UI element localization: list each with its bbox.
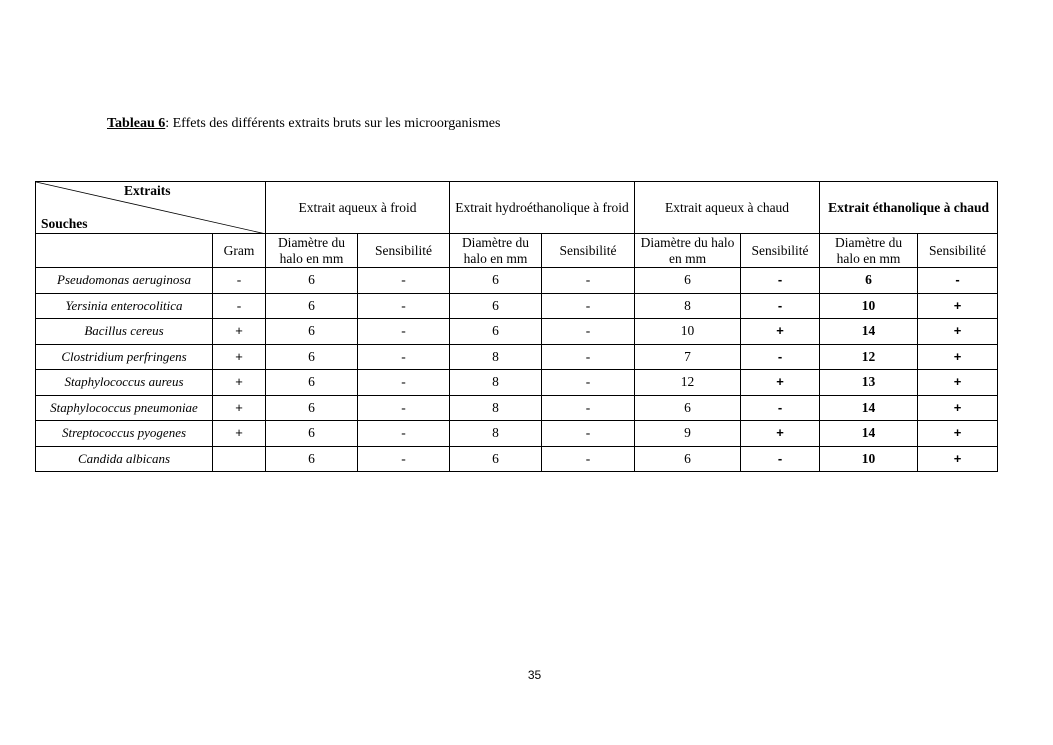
strain-name: Clostridium perfringens — [36, 344, 213, 370]
aq-froid-diameter: 6 — [266, 421, 358, 447]
diameter-header: Diamètre du halo en mm — [635, 234, 741, 268]
diameter-header: Diamètre du halo en mm — [450, 234, 542, 268]
corner-souches-label: Souches — [41, 216, 88, 231]
aq-froid-sensitivity: - — [358, 421, 450, 447]
sensitivity-header: Sensibilité — [918, 234, 998, 268]
aq-chaud-sensitivity: - — [741, 344, 820, 370]
eth-chaud-sensitivity: + — [918, 319, 998, 345]
strain-name: Candida albicans — [36, 446, 213, 472]
hydro-diameter: 8 — [450, 344, 542, 370]
strain-name: Pseudomonas aeruginosa — [36, 268, 213, 294]
aq-chaud-diameter: 10 — [635, 319, 741, 345]
hydro-diameter: 8 — [450, 370, 542, 396]
aq-froid-diameter: 6 — [266, 293, 358, 319]
hydro-sensitivity: - — [542, 421, 635, 447]
eth-chaud-diameter: 14 — [820, 421, 918, 447]
hydro-sensitivity: - — [542, 370, 635, 396]
aq-froid-sensitivity: - — [358, 446, 450, 472]
table-row — [36, 370, 998, 396]
hydro-diameter: 6 — [450, 268, 542, 294]
hydro-sensitivity: - — [542, 446, 635, 472]
aq-froid-sensitivity: - — [358, 344, 450, 370]
strain-name: Staphylococcus aureus — [36, 370, 213, 396]
strain-name: Bacillus cereus — [36, 319, 213, 345]
hydro-diameter: 8 — [450, 395, 542, 421]
diameter-header: Diamètre du halo en mm — [266, 234, 358, 268]
gram-value: + — [213, 421, 266, 447]
corner-header — [36, 182, 266, 234]
gram-value: + — [213, 395, 266, 421]
gram-value: - — [213, 268, 266, 294]
gram-value: - — [213, 293, 266, 319]
eth-chaud-diameter: 12 — [820, 344, 918, 370]
eth-chaud-diameter: 14 — [820, 395, 918, 421]
aq-froid-diameter: 6 — [266, 344, 358, 370]
diameter-header: Diamètre du halo en mm — [820, 234, 918, 268]
aq-chaud-sensitivity: + — [741, 370, 820, 396]
group-header-hydroethanolique-froid: Extrait hydroéthanolique à froid — [450, 182, 635, 234]
header-row-sub — [36, 234, 998, 268]
aq-froid-sensitivity: - — [358, 293, 450, 319]
empty-header-cell — [36, 234, 213, 268]
table-row — [36, 344, 998, 370]
table-row — [36, 446, 998, 472]
aq-froid-diameter: 6 — [266, 446, 358, 472]
aq-froid-diameter: 6 — [266, 395, 358, 421]
table-row — [36, 319, 998, 345]
eth-chaud-sensitivity: + — [918, 421, 998, 447]
aq-froid-sensitivity: - — [358, 370, 450, 396]
eth-chaud-sensitivity: + — [918, 446, 998, 472]
aq-chaud-diameter: 6 — [635, 446, 741, 472]
strain-name: Yersinia enterocolitica — [36, 293, 213, 319]
strain-name: Staphylococcus pneumoniae — [36, 395, 213, 421]
table-row — [36, 395, 998, 421]
group-header-aqueux-froid: Extrait aqueux à froid — [266, 182, 450, 234]
gram-value: + — [213, 319, 266, 345]
hydro-sensitivity: - — [542, 395, 635, 421]
hydro-sensitivity: - — [542, 344, 635, 370]
hydro-sensitivity: - — [542, 319, 635, 345]
hydro-diameter: 6 — [450, 293, 542, 319]
aq-chaud-sensitivity: - — [741, 293, 820, 319]
hydro-sensitivity: - — [542, 293, 635, 319]
aq-froid-sensitivity: - — [358, 268, 450, 294]
aq-froid-diameter: 6 — [266, 370, 358, 396]
sensitivity-header: Sensibilité — [741, 234, 820, 268]
aq-chaud-diameter: 6 — [635, 395, 741, 421]
table-row — [36, 421, 998, 447]
aq-froid-sensitivity: - — [358, 319, 450, 345]
gram-value: + — [213, 344, 266, 370]
eth-chaud-sensitivity: + — [918, 344, 998, 370]
table-row — [36, 268, 998, 294]
table-row — [36, 293, 998, 319]
hydro-sensitivity: - — [542, 268, 635, 294]
page-number: 35 — [527, 668, 542, 682]
eth-chaud-sensitivity: + — [918, 293, 998, 319]
eth-chaud-diameter: 13 — [820, 370, 918, 396]
group-header-ethanolique-chaud: Extrait éthanolique à chaud — [820, 182, 998, 234]
aq-chaud-sensitivity: - — [741, 395, 820, 421]
header-row-groups — [36, 182, 998, 234]
eth-chaud-diameter: 14 — [820, 319, 918, 345]
group-header-aqueux-chaud: Extrait aqueux à chaud — [635, 182, 820, 234]
sensitivity-header: Sensibilité — [542, 234, 635, 268]
gram-value — [213, 446, 266, 472]
eth-chaud-sensitivity: + — [918, 370, 998, 396]
caption-text: : Effets des différents extraits bruts sur les microorganismes — [165, 116, 501, 131]
aq-chaud-sensitivity: + — [741, 421, 820, 447]
aq-chaud-diameter: 7 — [635, 344, 741, 370]
aq-chaud-diameter: 9 — [635, 421, 741, 447]
aq-chaud-diameter: 12 — [635, 370, 741, 396]
sensitivity-header: Sensibilité — [358, 234, 450, 268]
aq-chaud-sensitivity: - — [741, 268, 820, 294]
eth-chaud-diameter: 6 — [820, 268, 918, 294]
eth-chaud-diameter: 10 — [820, 293, 918, 319]
caption-label: Tableau 6 — [107, 116, 166, 131]
strain-name: Streptococcus pyogenes — [36, 421, 213, 447]
hydro-diameter: 8 — [450, 421, 542, 447]
results-table — [35, 181, 998, 472]
hydro-diameter: 6 — [450, 319, 542, 345]
aq-chaud-sensitivity: + — [741, 319, 820, 345]
aq-chaud-sensitivity: - — [741, 446, 820, 472]
hydro-diameter: 6 — [450, 446, 542, 472]
table-caption — [107, 115, 500, 133]
gram-header: Gram — [213, 234, 266, 268]
eth-chaud-sensitivity: + — [918, 395, 998, 421]
corner-extraits-label: Extraits — [124, 183, 171, 198]
aq-froid-diameter: 6 — [266, 268, 358, 294]
aq-chaud-diameter: 6 — [635, 268, 741, 294]
eth-chaud-sensitivity: - — [918, 268, 998, 294]
aq-froid-sensitivity: - — [358, 395, 450, 421]
aq-froid-diameter: 6 — [266, 319, 358, 345]
gram-value: + — [213, 370, 266, 396]
eth-chaud-diameter: 10 — [820, 446, 918, 472]
aq-chaud-diameter: 8 — [635, 293, 741, 319]
